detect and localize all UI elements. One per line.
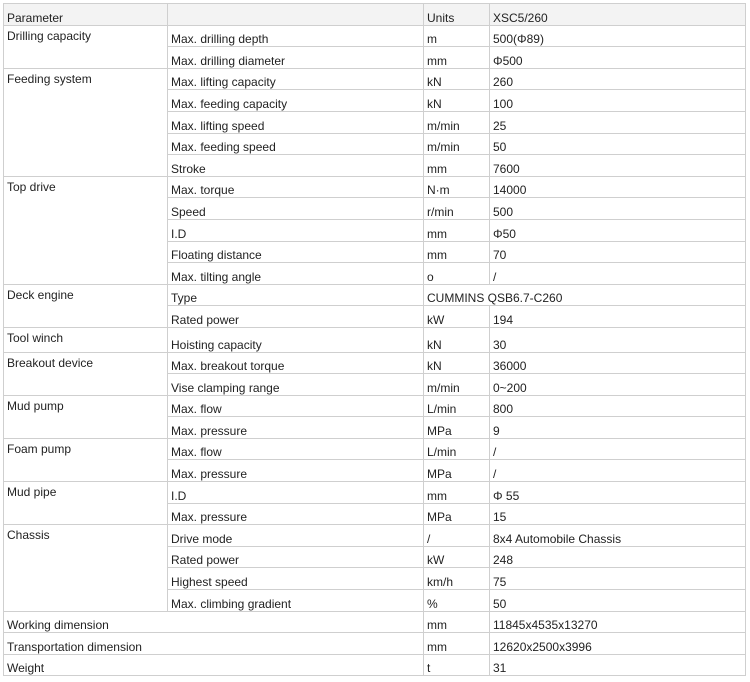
item-cell: Max. feeding speed <box>168 133 424 155</box>
group-tool-winch: Tool winch <box>4 327 168 352</box>
value-cell: 7600 <box>490 155 746 177</box>
value-cell: Φ500 <box>490 47 746 69</box>
value-cell: 8x4 Automobile Chassis <box>490 525 746 547</box>
group-chassis: Chassis <box>4 525 168 611</box>
unit-cell: kN <box>424 352 490 374</box>
item-cell: I.D <box>168 219 424 241</box>
unit-cell: MPa <box>424 460 490 482</box>
value-cell: 800 <box>490 395 746 417</box>
item-cell: Type <box>168 284 424 306</box>
unit-cell: MPa <box>424 503 490 525</box>
item-cell: Rated power <box>168 306 424 328</box>
unit-cell: m/min <box>424 111 490 133</box>
unit-cell: r/min <box>424 198 490 220</box>
item-cell: Max. pressure <box>168 503 424 525</box>
item-cell: Max. climbing gradient <box>168 590 424 612</box>
unit-cell: m/min <box>424 133 490 155</box>
unit-cell: kN <box>424 90 490 112</box>
table-header-row <box>4 4 746 26</box>
value-cell: Φ50 <box>490 219 746 241</box>
value-cell: 9 <box>490 417 746 439</box>
table-row <box>4 438 746 460</box>
unit-cell: mm <box>424 155 490 177</box>
spec-table <box>3 3 746 676</box>
value-cell: 12620x2500x3996 <box>490 633 746 655</box>
unit-cell: mm <box>424 241 490 263</box>
value-cell: 36000 <box>490 352 746 374</box>
unit-cell: mm <box>424 219 490 241</box>
value-cell: 30 <box>490 327 746 352</box>
item-cell: Max. tilting angle <box>168 263 424 285</box>
item-cell: Max. drilling depth <box>168 25 424 47</box>
header-parameter: Parameter <box>4 4 168 26</box>
value-cell: 70 <box>490 241 746 263</box>
table-row <box>4 176 746 198</box>
header-blank <box>168 4 424 26</box>
value-cell: 15 <box>490 503 746 525</box>
value-cell: 14000 <box>490 176 746 198</box>
table-row <box>4 25 746 47</box>
unit-cell: m <box>424 25 490 47</box>
table-row <box>4 633 746 655</box>
group-mud-pump: Mud pump <box>4 395 168 438</box>
item-cell: Max. flow <box>168 395 424 417</box>
header-units: Units <box>424 4 490 26</box>
row-weight: Weight <box>4 654 424 676</box>
table-row <box>4 68 746 90</box>
item-cell: Max. flow <box>168 438 424 460</box>
table-row <box>4 284 746 306</box>
value-cell: 100 <box>490 90 746 112</box>
unit-cell: m/min <box>424 374 490 396</box>
value-cell: / <box>490 438 746 460</box>
table-row <box>4 654 746 676</box>
row-transportation-dimension: Transportation dimension <box>4 633 424 655</box>
value-cell: 0~200 <box>490 374 746 396</box>
value-cell: / <box>490 263 746 285</box>
unit-cell: kN <box>424 68 490 90</box>
table-row <box>4 482 746 504</box>
value-cell: 500 <box>490 198 746 220</box>
unit-cell: o <box>424 263 490 285</box>
unit-cell: mm <box>424 482 490 504</box>
group-feeding-system: Feeding system <box>4 68 168 176</box>
unit-cell: / <box>424 525 490 547</box>
header-model: XSC5/260 <box>490 4 746 26</box>
group-drilling-capacity: Drilling capacity <box>4 25 168 68</box>
item-cell: Max. lifting capacity <box>168 68 424 90</box>
value-cell: 75 <box>490 568 746 590</box>
group-deck-engine: Deck engine <box>4 284 168 327</box>
row-working-dimension: Working dimension <box>4 611 424 633</box>
value-cell: 50 <box>490 590 746 612</box>
item-cell: Hoisting capacity <box>168 327 424 352</box>
unit-cell: % <box>424 590 490 612</box>
item-cell: Rated power <box>168 546 424 568</box>
unit-cell: kW <box>424 306 490 328</box>
item-cell: Speed <box>168 198 424 220</box>
value-cell: 31 <box>490 654 746 676</box>
value-cell: 260 <box>490 68 746 90</box>
group-top-drive: Top drive <box>4 176 168 284</box>
item-cell: Max. drilling diameter <box>168 47 424 69</box>
item-cell: Highest speed <box>168 568 424 590</box>
unit-cell: km/h <box>424 568 490 590</box>
unit-cell: MPa <box>424 417 490 439</box>
item-cell: Max. torque <box>168 176 424 198</box>
item-cell: Max. pressure <box>168 460 424 482</box>
value-cell: Φ 55 <box>490 482 746 504</box>
table-row <box>4 611 746 633</box>
item-cell: Max. lifting speed <box>168 111 424 133</box>
item-cell: Max. breakout torque <box>168 352 424 374</box>
unit-cell: kN <box>424 327 490 352</box>
unit-cell: mm <box>424 633 490 655</box>
table-row <box>4 525 746 547</box>
group-breakout-device: Breakout device <box>4 352 168 395</box>
value-cell: 194 <box>490 306 746 328</box>
unit-cell: L/min <box>424 438 490 460</box>
unit-cell: mm <box>424 611 490 633</box>
item-cell: Max. pressure <box>168 417 424 439</box>
item-cell: Stroke <box>168 155 424 177</box>
unit-cell: t <box>424 654 490 676</box>
unit-cell: mm <box>424 47 490 69</box>
value-cell: 25 <box>490 111 746 133</box>
engine-type-cell: CUMMINS QSB6.7-C260 <box>424 284 746 306</box>
item-cell: I.D <box>168 482 424 504</box>
item-cell: Drive mode <box>168 525 424 547</box>
item-cell: Max. feeding capacity <box>168 90 424 112</box>
unit-cell: N·m <box>424 176 490 198</box>
unit-cell: kW <box>424 546 490 568</box>
unit-cell: L/min <box>424 395 490 417</box>
table-row <box>4 327 746 352</box>
group-foam-pump: Foam pump <box>4 438 168 481</box>
table-row <box>4 352 746 374</box>
value-cell: / <box>490 460 746 482</box>
value-cell: 500(Φ89) <box>490 25 746 47</box>
table-row <box>4 395 746 417</box>
value-cell: 248 <box>490 546 746 568</box>
item-cell: Floating distance <box>168 241 424 263</box>
value-cell: 50 <box>490 133 746 155</box>
group-mud-pipe: Mud pipe <box>4 482 168 525</box>
value-cell: 11845x4535x13270 <box>490 611 746 633</box>
item-cell: Vise clamping range <box>168 374 424 396</box>
